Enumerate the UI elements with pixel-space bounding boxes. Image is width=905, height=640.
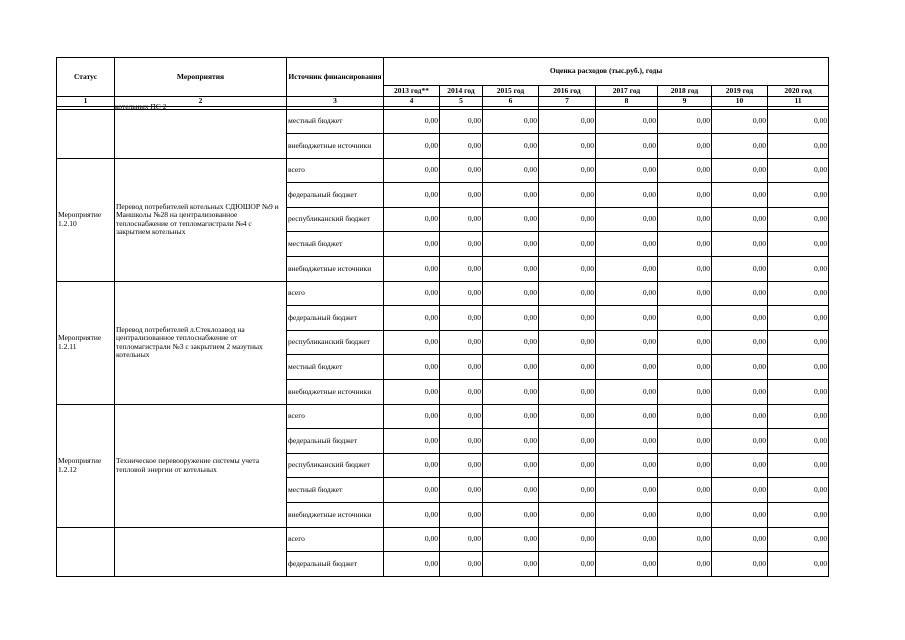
value-cell: 0,00 [768,429,829,454]
value-cell: 0,00 [712,109,768,134]
status-cell: Мероприятие 1.2.11 [57,281,115,404]
value-cell: 0,00 [384,380,440,405]
source-cell: федеральный бюджет [287,306,384,331]
value-cell: 0,00 [539,183,596,208]
value-cell: 0,00 [440,257,483,282]
value-cell: 0,00 [596,478,658,503]
event-cell: Техническое перевооружение системы учета тепловой энергии от котельных [115,404,287,527]
source-cell: внебюджетные источники [287,134,384,159]
value-cell: 0,00 [658,330,712,355]
value-cell: 0,00 [658,453,712,478]
value-cell: 0,00 [658,478,712,503]
value-cell: 0,00 [596,281,658,306]
value-cell: 0,00 [483,527,539,552]
source-cell: федеральный бюджет [287,552,384,577]
value-cell: 0,00 [768,527,829,552]
event-cell [115,527,287,576]
value-cell: 0,00 [384,257,440,282]
value-cell: 0,00 [539,207,596,232]
value-cell: 0,00 [440,330,483,355]
source-cell: федеральный бюджет [287,183,384,208]
value-cell: 0,00 [539,355,596,380]
value-cell: 0,00 [384,281,440,306]
value-cell: 0,00 [539,453,596,478]
source-cell: внебюджетные источники [287,257,384,282]
value-cell: 0,00 [539,306,596,331]
value-cell: 0,00 [384,109,440,134]
event-cell [115,109,287,158]
header-year: 2013 год** [384,86,440,97]
value-cell: 0,00 [384,453,440,478]
column-number: 7 [539,97,596,107]
column-number: 9 [658,97,712,107]
table-row [57,404,829,429]
value-cell: 0,00 [483,380,539,405]
value-cell: 0,00 [440,380,483,405]
value-cell: 0,00 [658,281,712,306]
value-cell: 0,00 [596,158,658,183]
value-cell: 0,00 [539,478,596,503]
value-cell: 0,00 [440,207,483,232]
value-cell: 0,00 [712,183,768,208]
value-cell: 0,00 [596,527,658,552]
value-cell: 0,00 [539,134,596,159]
value-cell: 0,00 [712,330,768,355]
column-number: 1 [57,97,115,107]
value-cell: 0,00 [768,380,829,405]
header-status: Статус [57,58,115,97]
value-cell: 0,00 [768,355,829,380]
value-cell: 0,00 [768,404,829,429]
value-cell: 0,00 [384,429,440,454]
source-cell: местный бюджет [287,355,384,380]
value-cell: 0,00 [768,552,829,577]
value-cell: 0,00 [658,429,712,454]
value-cell: 0,00 [384,158,440,183]
value-cell: 0,00 [768,207,829,232]
value-cell: 0,00 [768,330,829,355]
source-cell: внебюджетные источники [287,380,384,405]
value-cell: 0,00 [384,355,440,380]
value-cell: 0,00 [384,306,440,331]
value-cell: 0,00 [596,429,658,454]
value-cell: 0,00 [483,404,539,429]
value-cell: 0,00 [539,330,596,355]
value-cell: 0,00 [483,183,539,208]
value-cell: 0,00 [440,503,483,528]
value-cell: 0,00 [384,232,440,257]
value-cell: 0,00 [483,355,539,380]
table-row [57,109,829,134]
status-cell [57,527,115,576]
header-source: Источник финансирования [287,58,384,97]
value-cell: 0,00 [658,183,712,208]
value-cell: 0,00 [596,232,658,257]
value-cell: 0,00 [483,109,539,134]
value-cell: 0,00 [658,503,712,528]
event-cell: Перевод потребителей котельных СДЮШОР №9 и Маншколы №28 на централизованное теплоснабжение от тепломагистрали №4 с закрытием котельных [115,158,287,281]
header-year: 2018 год [658,86,712,97]
value-cell: 0,00 [768,306,829,331]
value-cell: 0,00 [539,109,596,134]
column-number: 6 [483,97,539,107]
source-cell: всего [287,404,384,429]
value-cell: 0,00 [712,281,768,306]
column-number: 4 [384,97,440,107]
value-cell: 0,00 [483,478,539,503]
value-cell: 0,00 [384,183,440,208]
value-cell: 0,00 [596,207,658,232]
value-cell: 0,00 [384,478,440,503]
value-cell: 0,00 [539,527,596,552]
value-cell: 0,00 [712,503,768,528]
header-year: 2020 год [768,86,829,97]
source-cell: местный бюджет [287,478,384,503]
value-cell: 0,00 [596,404,658,429]
header-year: 2014 год [440,86,483,97]
value-cell: 0,00 [658,257,712,282]
value-cell: 0,00 [440,281,483,306]
value-cell: 0,00 [596,257,658,282]
header-year: 2019 год [712,86,768,97]
value-cell: 0,00 [658,380,712,405]
value-cell: 0,00 [483,503,539,528]
value-cell: 0,00 [768,134,829,159]
column-number: 10 [712,97,768,107]
value-cell: 0,00 [440,306,483,331]
value-cell: 0,00 [712,232,768,257]
value-cell: 0,00 [712,158,768,183]
source-cell: всего [287,281,384,306]
value-cell: 0,00 [658,306,712,331]
table-row [57,158,829,183]
value-cell: 0,00 [440,429,483,454]
value-cell: 0,00 [596,503,658,528]
value-cell: 0,00 [440,109,483,134]
value-cell: 0,00 [539,158,596,183]
source-cell: местный бюджет [287,109,384,134]
value-cell: 0,00 [539,281,596,306]
value-cell: 0,00 [596,355,658,380]
value-cell: 0,00 [483,306,539,331]
value-cell: 0,00 [712,134,768,159]
value-cell: 0,00 [712,257,768,282]
table-row [57,527,829,552]
value-cell: 0,00 [440,355,483,380]
value-cell: 0,00 [712,552,768,577]
table-row [57,281,829,306]
column-number: 3 [287,97,384,107]
value-cell: 0,00 [440,404,483,429]
value-cell: 0,00 [384,134,440,159]
value-cell: 0,00 [596,306,658,331]
value-cell: 0,00 [539,380,596,405]
value-cell: 0,00 [539,232,596,257]
source-cell: республиканский бюджет [287,330,384,355]
value-cell: 0,00 [483,330,539,355]
source-cell: всего [287,158,384,183]
value-cell: 0,00 [768,232,829,257]
value-cell: 0,00 [384,503,440,528]
value-cell: 0,00 [658,355,712,380]
value-cell: 0,00 [712,478,768,503]
value-cell: 0,00 [712,207,768,232]
column-number: 11 [768,97,829,107]
status-cell [57,109,115,158]
value-cell: 0,00 [658,134,712,159]
value-cell: 0,00 [712,306,768,331]
value-cell: 0,00 [658,404,712,429]
value-cell: 0,00 [596,134,658,159]
value-cell: 0,00 [658,158,712,183]
value-cell: 0,00 [483,552,539,577]
source-cell: всего [287,527,384,552]
value-cell: 0,00 [768,183,829,208]
header-year: 2015 год [483,86,539,97]
value-cell: 0,00 [768,158,829,183]
value-cell: 0,00 [539,429,596,454]
value-cell: 0,00 [483,158,539,183]
value-cell: 0,00 [712,453,768,478]
value-cell: 0,00 [483,257,539,282]
value-cell: 0,00 [712,527,768,552]
expenses-table [56,57,829,577]
value-cell: 0,00 [384,207,440,232]
value-cell: 0,00 [440,552,483,577]
value-cell: 0,00 [384,404,440,429]
value-cell: 0,00 [440,527,483,552]
value-cell: 0,00 [440,453,483,478]
source-cell: внебюджетные источники [287,503,384,528]
value-cell: 0,00 [658,232,712,257]
value-cell: 0,00 [539,552,596,577]
value-cell: 0,00 [440,158,483,183]
value-cell: 0,00 [768,109,829,134]
value-cell: 0,00 [596,552,658,577]
value-cell: 0,00 [483,453,539,478]
source-cell: республиканский бюджет [287,207,384,232]
value-cell: 0,00 [712,355,768,380]
value-cell: 0,00 [384,552,440,577]
cut-event-text: котельных ПС 2 [115,101,167,111]
value-cell: 0,00 [768,281,829,306]
status-cell: Мероприятие 1.2.12 [57,404,115,527]
cut-event-cell [115,101,287,111]
header-events: Мероприятия [115,58,287,97]
value-cell: 0,00 [539,257,596,282]
value-cell: 0,00 [483,134,539,159]
value-cell: 0,00 [596,109,658,134]
value-cell: 0,00 [596,330,658,355]
value-cell: 0,00 [440,478,483,503]
source-cell: местный бюджет [287,232,384,257]
source-cell: республиканский бюджет [287,453,384,478]
header-estimate: Оценка расходов (тыс.руб.), годы [384,58,829,86]
value-cell: 0,00 [658,109,712,134]
value-cell: 0,00 [483,429,539,454]
status-cell: Мероприятие 1.2.10 [57,158,115,281]
value-cell: 0,00 [384,330,440,355]
value-cell: 0,00 [768,503,829,528]
event-cell: Перевод потребителей л.Стеклозавод на централизованное теплоснабжение от тепломагистрали №3 с закрытием 2 мазутных котельных [115,281,287,404]
value-cell: 0,00 [384,527,440,552]
column-number: 8 [596,97,658,107]
value-cell: 0,00 [712,429,768,454]
value-cell: 0,00 [539,404,596,429]
value-cell: 0,00 [596,380,658,405]
value-cell: 0,00 [658,552,712,577]
value-cell: 0,00 [768,478,829,503]
value-cell: 0,00 [440,232,483,257]
value-cell: 0,00 [596,453,658,478]
header-year: 2017 год [596,86,658,97]
value-cell: 0,00 [539,503,596,528]
value-cell: 0,00 [483,281,539,306]
value-cell: 0,00 [658,527,712,552]
value-cell: 0,00 [440,183,483,208]
header-year: 2016 год [539,86,596,97]
value-cell: 0,00 [440,134,483,159]
column-number: 5 [440,97,483,107]
column-number: 2 [115,97,287,107]
value-cell: 0,00 [712,380,768,405]
value-cell: 0,00 [483,207,539,232]
value-cell: 0,00 [596,183,658,208]
value-cell: 0,00 [712,404,768,429]
value-cell: 0,00 [768,453,829,478]
value-cell: 0,00 [768,257,829,282]
source-cell: федеральный бюджет [287,429,384,454]
value-cell: 0,00 [483,232,539,257]
value-cell: 0,00 [658,207,712,232]
